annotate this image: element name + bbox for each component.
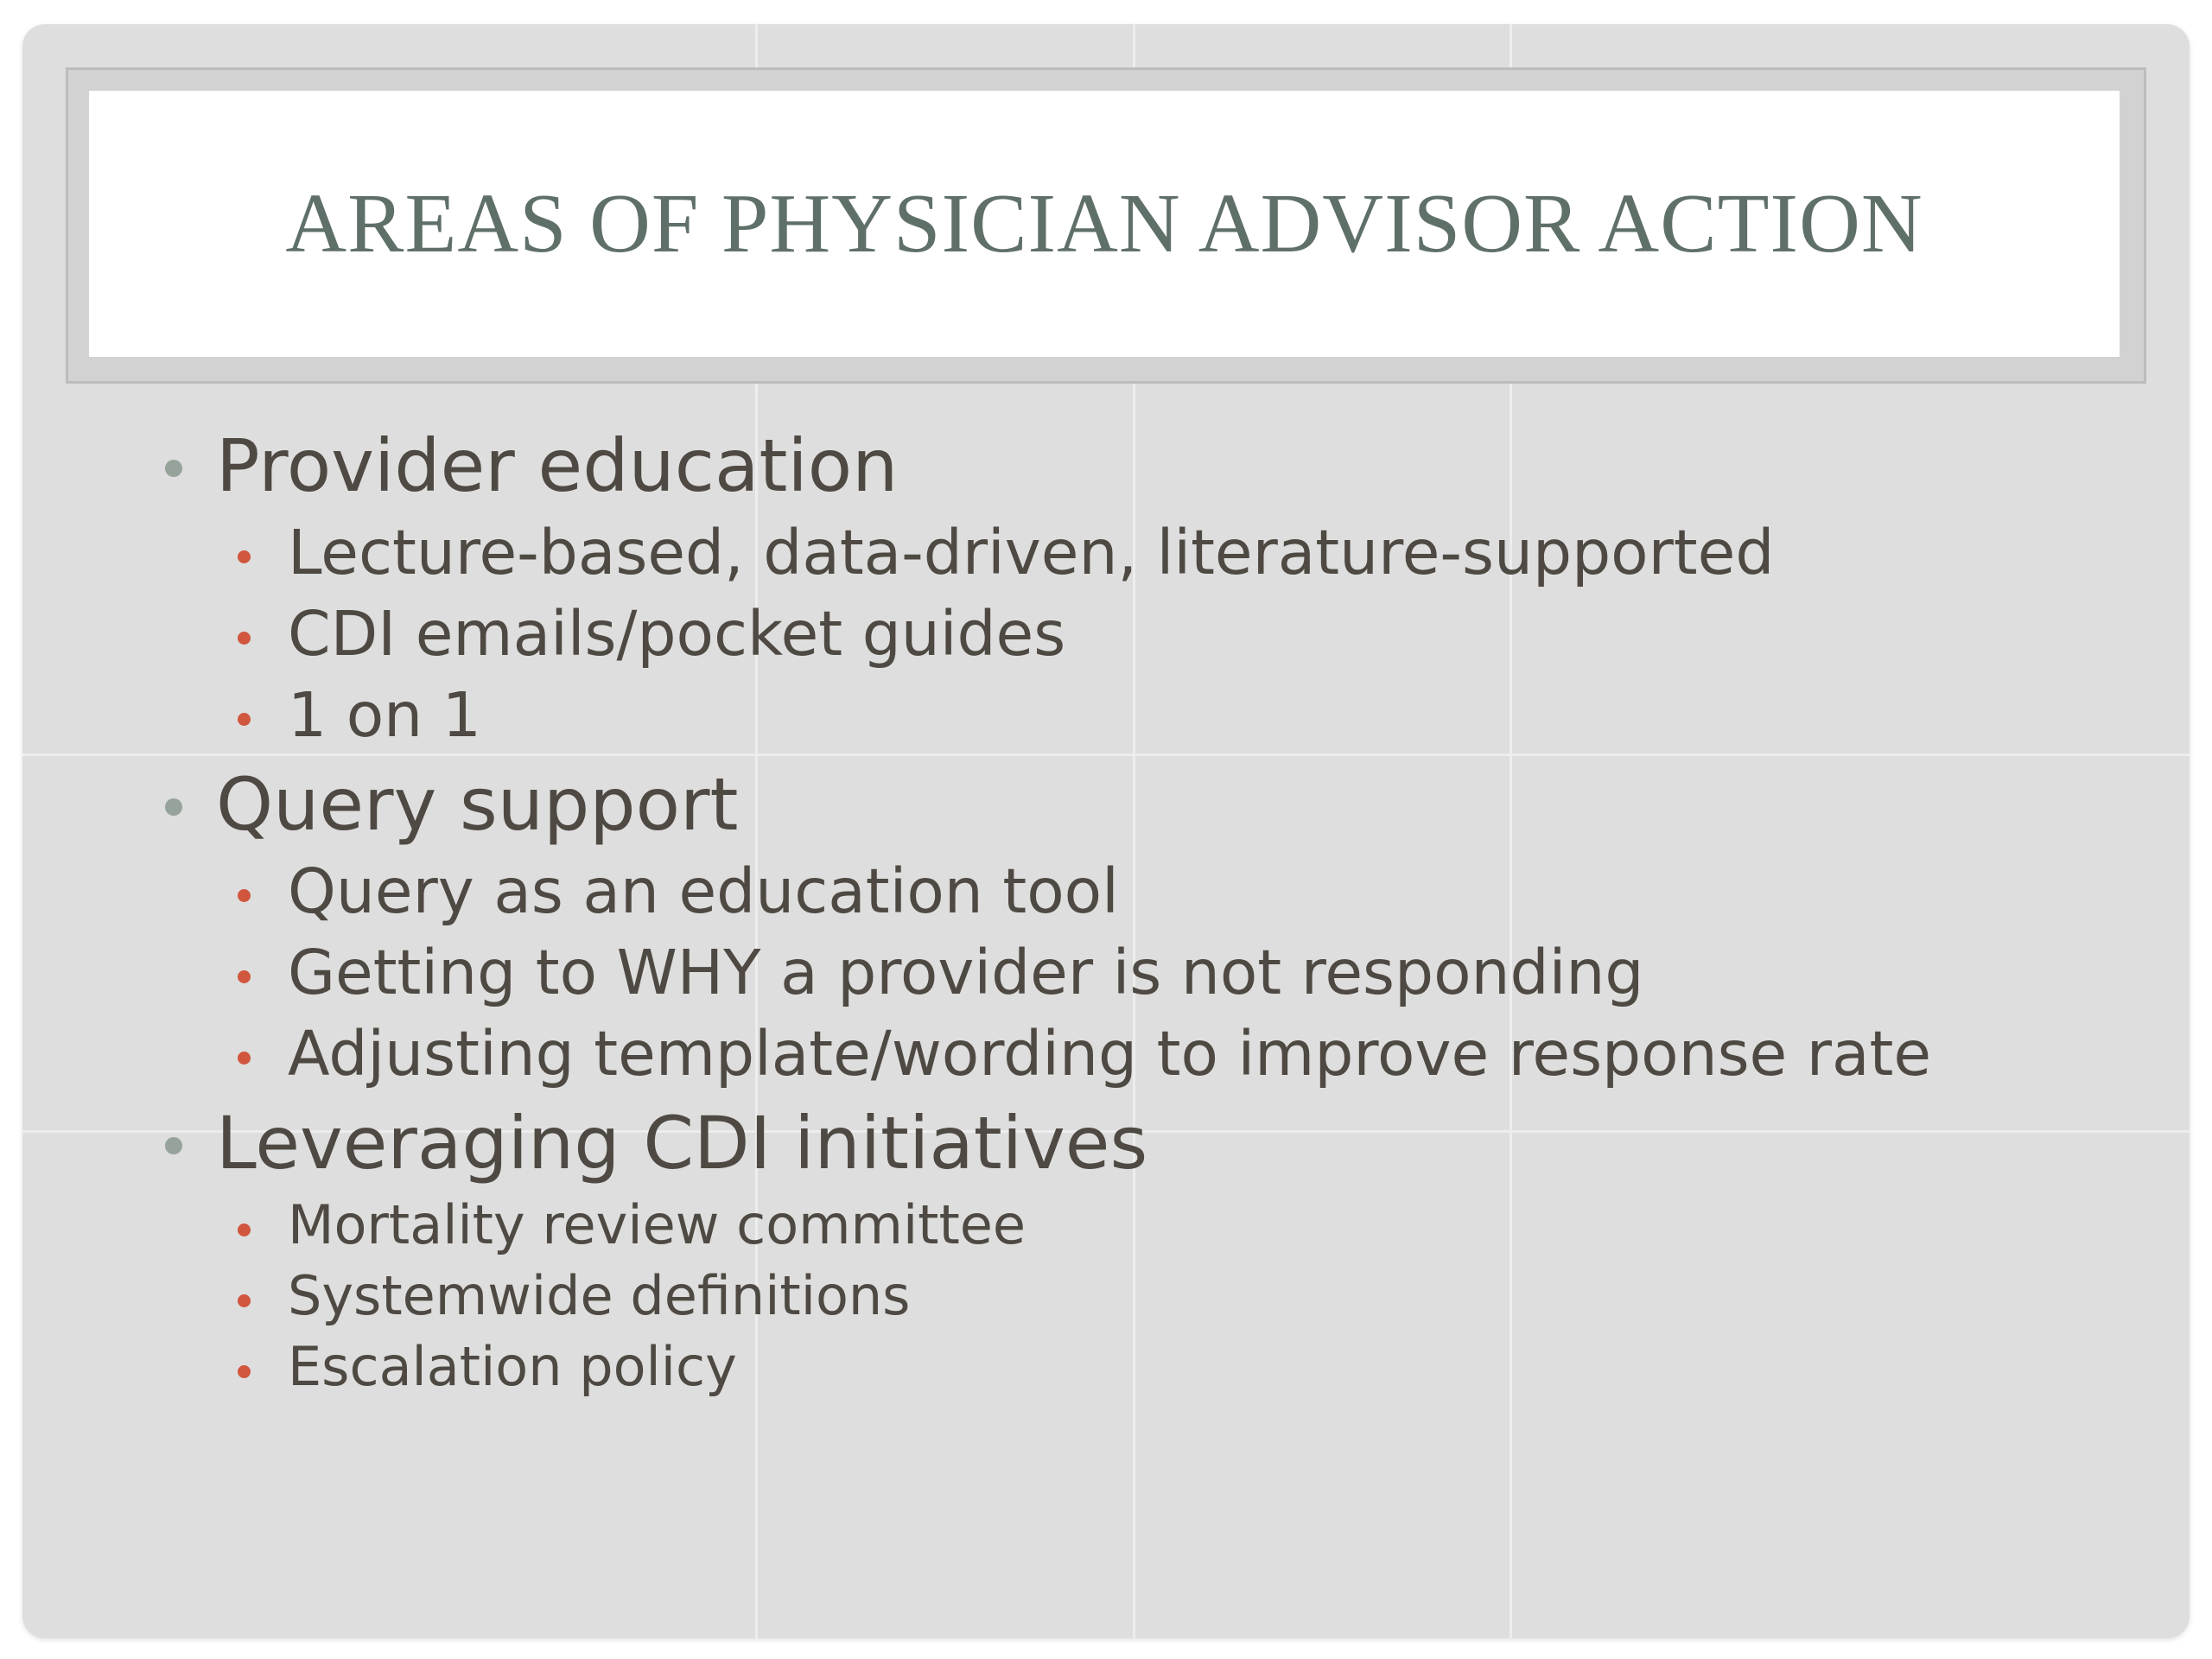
sub-bullet-item: CDI emails/pocket guides: [288, 598, 1066, 670]
sub-bullet-item: Escalation policy: [288, 1335, 737, 1398]
sub-bullet-dot: [238, 970, 251, 983]
sub-bullet-item: 1 on 1: [288, 679, 481, 751]
bullet-heading: Leveraging CDI initiatives: [216, 1101, 1148, 1185]
sub-bullet-item: Lecture-based, data-driven, literature-supported: [288, 517, 1775, 588]
bullet-dot: [165, 1137, 182, 1154]
sub-bullet-item: Mortality review committee: [288, 1193, 1027, 1256]
bullet-dot: [165, 460, 182, 477]
sub-bullet-dot: [238, 889, 251, 902]
sub-bullet-dot: [238, 550, 251, 563]
sub-bullet-dot: [238, 1052, 251, 1065]
bullet-heading: Provider education: [216, 423, 899, 508]
sub-bullet-dot: [238, 1365, 251, 1378]
bullet-list: [22, 24, 2190, 1638]
sub-bullet-dot: [238, 632, 251, 645]
sub-bullet-item: Query as an education tool: [288, 855, 1119, 927]
sub-bullet-item: Systemwide definitions: [288, 1264, 911, 1327]
bullet-dot: [165, 798, 182, 816]
slide-title: AREAS OF PHYSICIAN ADVISOR ACTION: [285, 177, 1923, 270]
slide: [22, 24, 2190, 1638]
sub-bullet-dot: [238, 1224, 251, 1236]
sub-bullet-item: Adjusting template/wording to improve response rate: [288, 1018, 1932, 1090]
sub-bullet-dot: [238, 713, 251, 726]
bullet-heading: Query support: [216, 762, 739, 847]
sub-bullet-item: Getting to WHY a provider is not responding: [288, 937, 1644, 1008]
sub-bullet-dot: [238, 1294, 251, 1307]
